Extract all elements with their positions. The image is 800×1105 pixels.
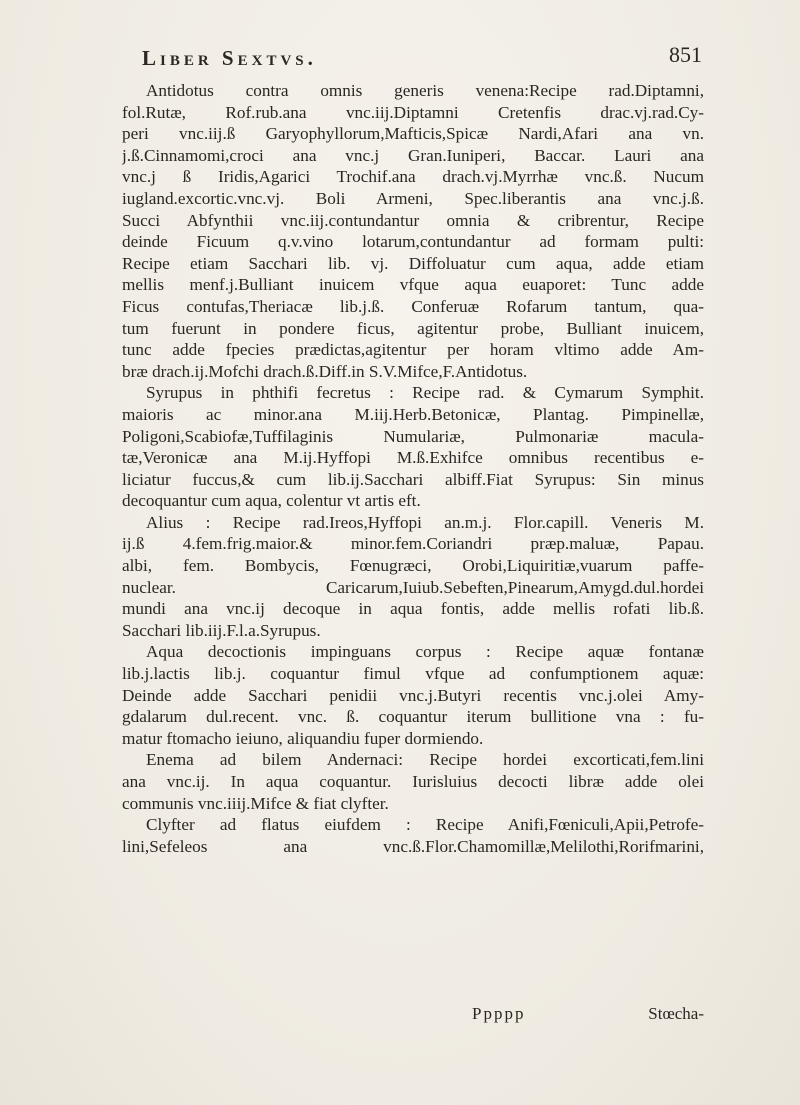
- page-number: 851: [669, 42, 702, 67]
- text-line: mellis menf.j.Bulliant inuicem vfque aqua euaporet: Tunc adde: [122, 275, 704, 295]
- text-line: vnc.j ß Iridis,Agarici Trochif.ana drach.vj.Myrrhæ vnc.ß. Nucum: [122, 167, 704, 187]
- text-line: Deinde adde Sacchari penidii vnc.j.Butyri recentis vnc.j.olei Amy-: [122, 685, 704, 705]
- text-line: albi, fem. Bombycis, Fœnugræci, Orobi,Liquiritiæ,vuarum paffe-: [122, 556, 704, 576]
- text-line: Clyfter ad flatus eiufdem : Recipe Anifi,Fœniculi,Apii,Petrofe-: [146, 815, 704, 835]
- text-line: tunc adde fpecies prædictas,agitentur per horam vltimo adde Am-: [122, 340, 704, 360]
- text-line: lib.j.lactis lib.j. coquantur fimul vfque ad confumptionem aquæ:: [122, 664, 704, 684]
- text-line: nuclear. Caricarum,Iuiub.Sebeften,Pinearum,Amygd.dul.hordei: [122, 577, 704, 597]
- running-title: Liber Sextvs.: [142, 46, 317, 70]
- text-line: mundi ana vnc.ij decoque in aqua fontis, adde mellis rofati lib.ß.: [122, 599, 704, 619]
- text-line: liciatur fuccus,& cum lib.ij.Sacchari albiff.Fiat Syrupus: Sin minus: [122, 469, 704, 489]
- text-line: fol.Rutæ, Rof.rub.ana vnc.iij.Diptamni Cretenfis drac.vj.rad.Cy-: [122, 102, 704, 122]
- text-line: peri vnc.iij.ß Garyophyllorum,Mafticis,Spicæ Nardi,Afari ana vn.: [122, 124, 704, 144]
- signature-mark: Ppppp: [472, 1004, 526, 1023]
- text-line: Enema ad bilem Andernaci: Recipe hordei excorticati,fem.lini: [146, 750, 704, 770]
- text-line: tum fuerunt in pondere ficus, agitentur probe, Bulliant inuicem,: [122, 318, 704, 338]
- text-line: communis vnc.iiij.Mifce & fiat clyfter.: [122, 793, 389, 813]
- text-line: Alius : Recipe rad.Ireos,Hyffopi an.m.j. Flor.capill. Veneris M.: [146, 512, 704, 532]
- running-head: [142, 42, 702, 78]
- text-line: ana vnc.ij. In aqua coquantur. Iurisluius decocti libræ adde olei: [122, 772, 704, 791]
- text-line: Aqua decoctionis impinguans corpus : Recipe aquæ fontanæ: [146, 642, 704, 662]
- text-line: ij.ß 4.fem.frig.maior.& minor.fem.Coriandri præp.maluæ, Papau.: [122, 534, 704, 554]
- text-line: decoquantur cum aqua, colentur vt artis eft.: [122, 491, 421, 511]
- text-line: j.ß.Cinnamomi,croci ana vnc.j Gran.Iuniperi, Baccar. Lauri ana: [122, 145, 704, 165]
- body-text: [122, 80, 704, 857]
- text-line: iugland.excortic.vnc.vj. Boli Armeni, Spec.liberantis ana vnc.j.ß.: [122, 188, 704, 208]
- text-line: Poligoni,Scabiofæ,Tuffilaginis Numulariæ, Pulmonariæ macula-: [122, 426, 704, 446]
- text-line: gdalarum dul.recent. vnc. ß. coquantur iterum bullitione vna : fu-: [122, 707, 704, 727]
- text-line: Syrupus in phthifi fecretus : Recipe rad. & Cymarum Symphit.: [146, 383, 704, 403]
- text-line: matur ftomacho ieiuno, aliquandiu fuper dormiendo.: [122, 728, 484, 748]
- catchword: Stœcha-: [648, 1004, 704, 1023]
- text-line: Sacchari lib.iij.F.l.a.Syrupus.: [122, 620, 321, 640]
- page-footer: [122, 1004, 704, 1028]
- text-line: deinde Ficuum q.v.vino lotarum,contundantur ad formam pulti:: [122, 232, 704, 252]
- text-line: Antidotus contra omnis generis venena:Recipe rad.Diptamni,: [146, 81, 704, 100]
- text-line: Succi Abfynthii vnc.iij.contundantur omnia & cribrentur, Recipe: [122, 210, 704, 230]
- text-line: tæ,Veronicæ ana M.ij.Hyffopi M.ß.Exhifce omnibus recentibus e-: [122, 448, 704, 468]
- text-line: bræ drach.ij.Mofchi drach.ß.Diff.in S.V.Mifce,F.Antidotus.: [122, 361, 528, 381]
- text-line: maioris ac minor.ana M.iij.Herb.Betonicæ, Plantag. Pimpinellæ,: [122, 404, 704, 424]
- text-line: Recipe etiam Sacchari lib. vj. Diffoluatur cum aqua, adde etiam: [122, 253, 704, 273]
- text-line: Ficus contufas,Theriacæ lib.j.ß. Conferuæ Rofarum tantum, qua-: [122, 296, 704, 316]
- text-line: lini,Sefeleos ana vnc.ß.Flor.Chamomillæ,Melilothi,Rorifmarini,: [122, 836, 704, 856]
